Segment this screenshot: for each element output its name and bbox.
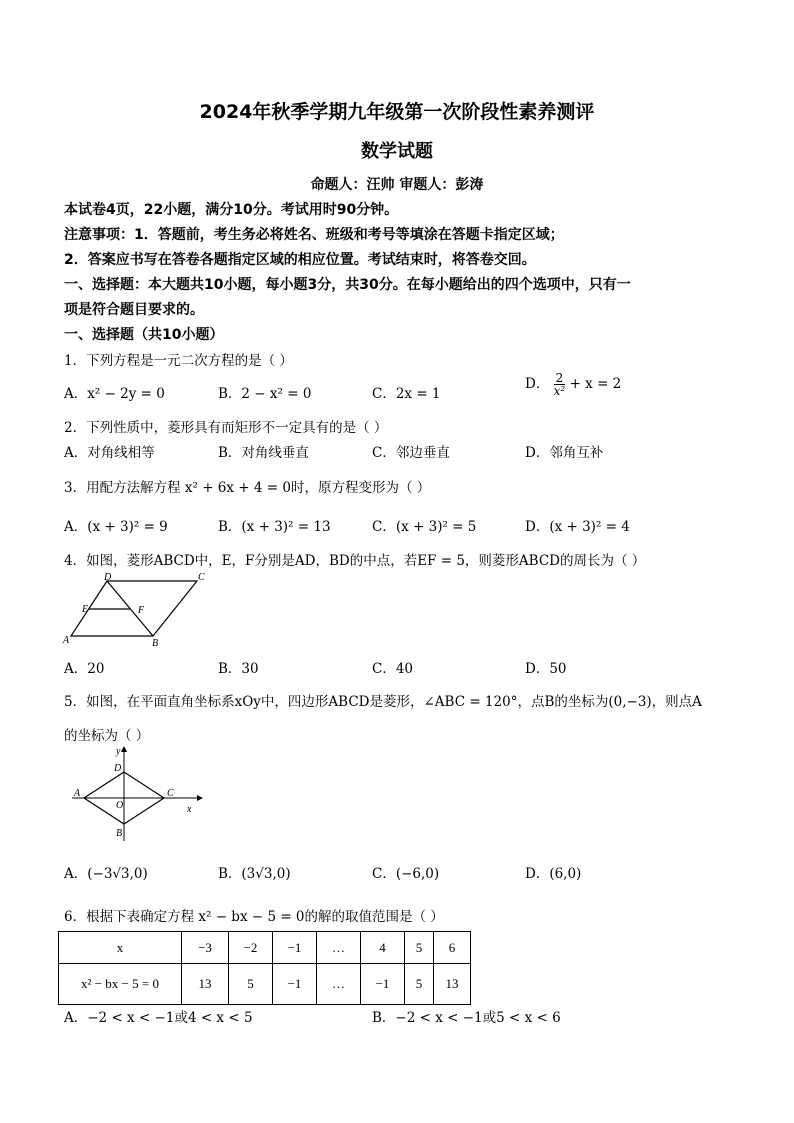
table-cell: −1 [273, 964, 317, 1005]
q5-stem-line-2: 的坐标为（ ） [64, 728, 150, 744]
table-cell: 6 [434, 932, 471, 964]
q4-option-a: A．20 [64, 661, 105, 677]
q4-rhombus-figure [60, 572, 220, 650]
q2-option-d: D．邻角互补 [525, 445, 604, 461]
section-intro-line-1: 一、选择题：本大题共10小题，每小题3分，共30分。在每小题给出的四个选项中，只有一 [64, 277, 631, 293]
q6-stem: 6．根据下表确定方程 x² − bx − 5 = 0的解的取值范围是（ ） [64, 909, 444, 925]
q2-option-a: A．对角线相等 [64, 445, 155, 461]
table-cell: −2 [229, 932, 273, 964]
q5-option-d: D．(6,0) [525, 866, 582, 882]
table-cell: 4 [361, 932, 405, 964]
table-cell: −1 [273, 932, 317, 964]
authors-line: 命题人：汪帅 审题人：彭涛 [310, 177, 484, 193]
q3-stem: 3．用配方法解方程 x² + 6x + 4 = 0时，原方程变形为（ ） [64, 480, 431, 496]
q4-option-d: D．50 [525, 661, 567, 677]
q6-option-b: B．−2 < x < −1或5 < x < 6 [372, 1010, 561, 1026]
q6-value-table [58, 931, 471, 1005]
q1-option-d-prefix: D． [525, 376, 550, 392]
q5-x-axis-arrow [197, 795, 203, 801]
note-line-2: 注意事项：1．答题前，考生务必将姓名、班级和考号等填涂在答题卡指定区域； [64, 227, 564, 243]
q5-label-a: A [74, 788, 81, 799]
q5-label-o: O [116, 800, 124, 811]
q1-option-d-denominator: x² [553, 384, 566, 398]
q4-label-c: C [198, 572, 205, 583]
table-cell: −3 [182, 932, 229, 964]
q5-label-b: B [116, 828, 123, 839]
q3-option-d: D．(x + 3)² = 4 [525, 519, 630, 535]
note-line-3: 2．答案应书写在答卷各题指定区域的相应位置。考试结束时，将答卷交回。 [64, 252, 536, 268]
q1-option-c: C．2x = 1 [372, 386, 441, 402]
section-heading: 一、选择题（共10小题） [64, 327, 224, 343]
q4-label-b: B [152, 638, 159, 649]
q3-option-a: A．(x + 3)² = 9 [64, 519, 168, 535]
q1-stem: 1．下列方程是一元二次方程的是（ ） [64, 353, 293, 369]
q1-option-d [525, 372, 621, 397]
q5-label-y: y [116, 746, 121, 757]
table-cell: … [317, 964, 361, 1005]
q1-option-d-numerator: 2 [555, 371, 564, 385]
q5-option-a: A．(−3√3,0) [64, 866, 148, 882]
q4-label-e: E [82, 604, 89, 615]
section-intro-line-2: 项是符合题目要求的。 [64, 302, 204, 318]
table-cell: x [59, 932, 182, 964]
q4-option-c: C．40 [372, 661, 414, 677]
q6-option-a: A．−2 < x < −1或4 < x < 5 [64, 1010, 253, 1026]
table-row [59, 964, 471, 1005]
subject-title: 数学试题 [361, 141, 433, 162]
q4-label-a: A [63, 635, 70, 646]
q2-stem: 2．下列性质中，菱形具有而矩形不一定具有的是（ ） [64, 420, 388, 436]
q4-option-b: B．30 [218, 661, 259, 677]
q1-option-d-fraction [554, 372, 566, 397]
q2-option-c: C．邻边垂直 [372, 445, 450, 461]
q4-label-d: D [104, 572, 112, 583]
table-cell: 5 [229, 964, 273, 1005]
q5-label-d: D [114, 763, 122, 774]
q5-option-b: B．(3√3,0) [218, 866, 291, 882]
table-cell: −1 [361, 964, 405, 1005]
table-row [59, 932, 471, 964]
q4-stem: 4．如图，菱形ABCD中，E，F分别是AD，BD的中点，若EF = 5，则菱形ABCD的周长为（ ） [64, 553, 646, 569]
table-cell: 5 [405, 932, 434, 964]
q1-option-a: A．x² − 2y = 0 [64, 386, 165, 402]
q5-option-c: C．(−6,0) [372, 866, 440, 882]
table-cell: 13 [434, 964, 471, 1005]
table-cell: 13 [182, 964, 229, 1005]
q1-option-b: B．2 − x² = 0 [218, 386, 312, 402]
q5-label-c: C [167, 788, 174, 799]
q5-y-axis-arrow [121, 746, 127, 752]
table-cell: 5 [405, 964, 434, 1005]
q5-label-x: x [187, 804, 192, 815]
q2-option-b: B．对角线垂直 [218, 445, 309, 461]
q1-option-d-suffix: + x = 2 [569, 376, 622, 392]
q5-stem-line-1: 5．如图，在平面直角坐标系xOy中，四边形ABCD是菱形，∠ABC = 120°，点B的坐标为(0,−3)，则点A [64, 694, 702, 710]
q4-label-f: F [138, 605, 145, 616]
table-cell: x² − bx − 5 = 0 [59, 964, 182, 1005]
q3-option-c: C．(x + 3)² = 5 [372, 519, 477, 535]
page-title: 2024年秋季学期九年级第一次阶段性素养测评 [199, 101, 595, 123]
table-cell: … [317, 932, 361, 964]
q5-coordinate-figure [64, 744, 204, 844]
note-line-1: 本试卷4页，22小题，满分10分。考试用时90分钟。 [64, 202, 399, 218]
q3-option-b: B．(x + 3)² = 13 [218, 519, 331, 535]
